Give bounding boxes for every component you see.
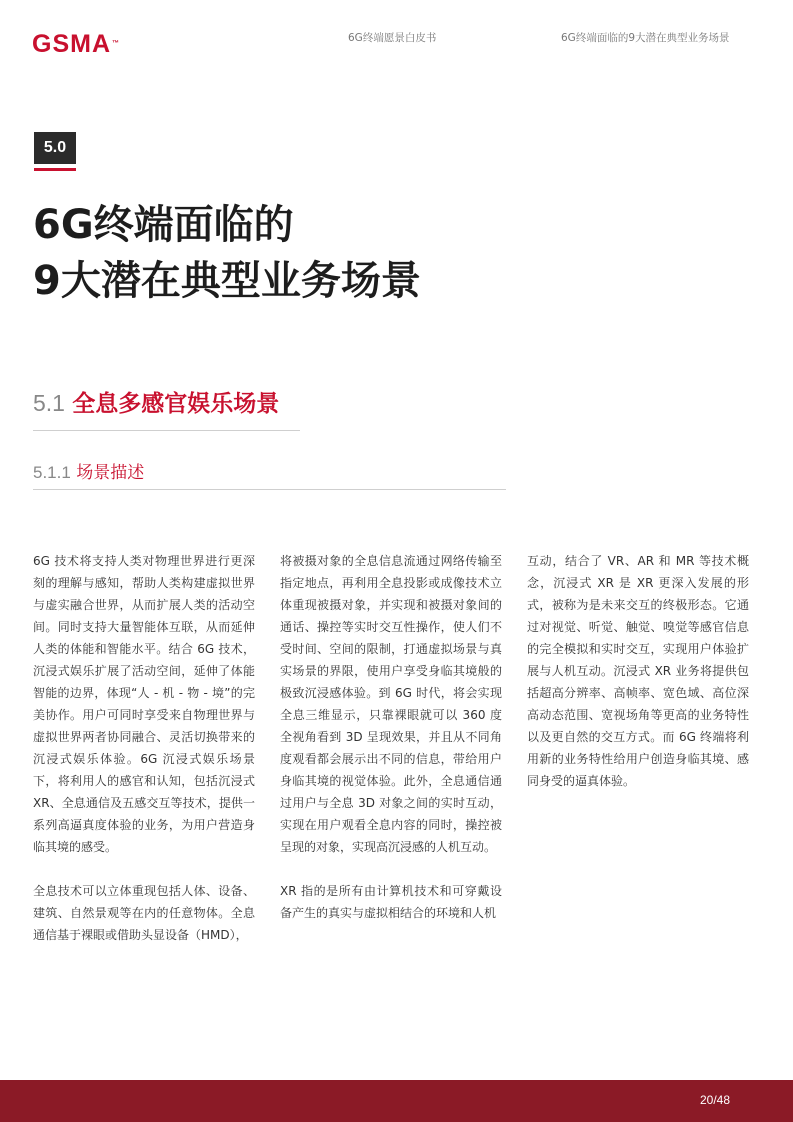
page-title-line2: 9大潜在典型业务场景 xyxy=(33,258,421,304)
section-badge-underline xyxy=(34,168,76,171)
gsma-logo xyxy=(32,30,119,58)
page-title xyxy=(33,197,733,309)
body-paragraph: 6G 技术将支持人类对物理世界进行更深刻的理解与感知，帮助人类构建虚拟世界与虚实融合世界，从而扩展人类的活动空间。同时支持大量智能体互联，从而延伸人类的体能和智能水平。结合 6G 技术，沉浸式娱乐扩展了活动空间，延伸了体能智能的边界，体现“人 - 机 - 物 - 境”的完美协作。用户可同时享受来自物理世界与虚拟世界两者协同融合、灵活切换带来的沉浸式娱乐体验。6G 沉浸式娱乐场景下，将利用人的感官和认知，包括沉浸式 XR、全息通信及五感交互等技术，提供一系列高逼真度体验的业务，为用户营造身临其境的感受。 xyxy=(33,554,255,854)
body-column-2 xyxy=(280,550,502,946)
body-paragraph: 全息技术可以立体重现包括人体、设备、建筑、自然景观等在内的任意物体。全息通信基于裸眼或借助头显设备（HMD）， xyxy=(33,884,255,942)
body-paragraph: 互动，结合了 VR、AR 和 MR 等技术概念，沉浸式 XR 是 XR 更深入发展的形式，被称为是未来交互的终极形态。它通过对视觉、听觉、触觉、嗅觉等感官信息的完全模拟和实时交互，实现用户体验扩展与人机互动。沉浸式 XR 业务将提供包括超高分辨率、高帧率、宽色域、高位深高动态范围、宽视场角等更高的业务特性以及更自然的交互方式。而 6G 终端将利用新的业务特性给用户创造身临其境、感同身受的逼真体验。 xyxy=(527,554,749,788)
subsubsection-title: 场景描述 xyxy=(76,463,145,483)
subsection-number: 5.1 xyxy=(33,390,65,416)
logo-text: GSMA xyxy=(32,30,111,58)
logo-trademark: ™ xyxy=(112,40,119,47)
page-title-line1: 6G终端面临的 xyxy=(33,202,294,248)
body-paragraph: XR 指的是所有由计算机技术和可穿戴设备产生的真实与虚拟相结合的环境和人机 xyxy=(280,884,502,920)
subsection-heading xyxy=(33,387,279,420)
body-paragraph: 将被摄对象的全息信息流通过网络传输至指定地点，再利用全息投影或成像技术立体重现被摄对象，并实现和被摄对象间的通话、操控等实时交互性操作，使人们不受时间、空间的限制，打通虚拟场景与真实场景的界限，使用户享受身临其境般的极致沉浸感体验。到 6G 时代，将会实现全息三维显示，只靠裸眼就可以 360 度全视角看到 3D 呈现效果，并且从不同角度观看都会展示出不同的信息，带给用户身临其境的视觉体验。此外，全息通信通过用户与全息 3D 对象之间的实时互动，实现在用户观看全息内容的同时，操控被呈现的对象，实现高沉浸感的人机互动。 xyxy=(280,554,502,854)
subsection-title: 全息多感官娱乐场景 xyxy=(72,391,280,417)
header-doc-title: 6G终端愿景白皮书 xyxy=(348,32,437,44)
subsubsection-heading xyxy=(33,461,144,485)
section-number-badge: 5.0 xyxy=(34,132,76,164)
page-number: 20/48 xyxy=(700,1093,731,1107)
header-section-title: 6G终端面临的9大潜在典型业务场景 xyxy=(561,32,730,44)
body-column-3 xyxy=(527,550,749,814)
subsubsection-number: 5.1.1 xyxy=(33,463,71,482)
subsubsection-divider xyxy=(33,489,506,490)
subsection-divider xyxy=(33,430,300,431)
body-column-1 xyxy=(33,550,255,968)
footer-bar xyxy=(0,1080,793,1122)
